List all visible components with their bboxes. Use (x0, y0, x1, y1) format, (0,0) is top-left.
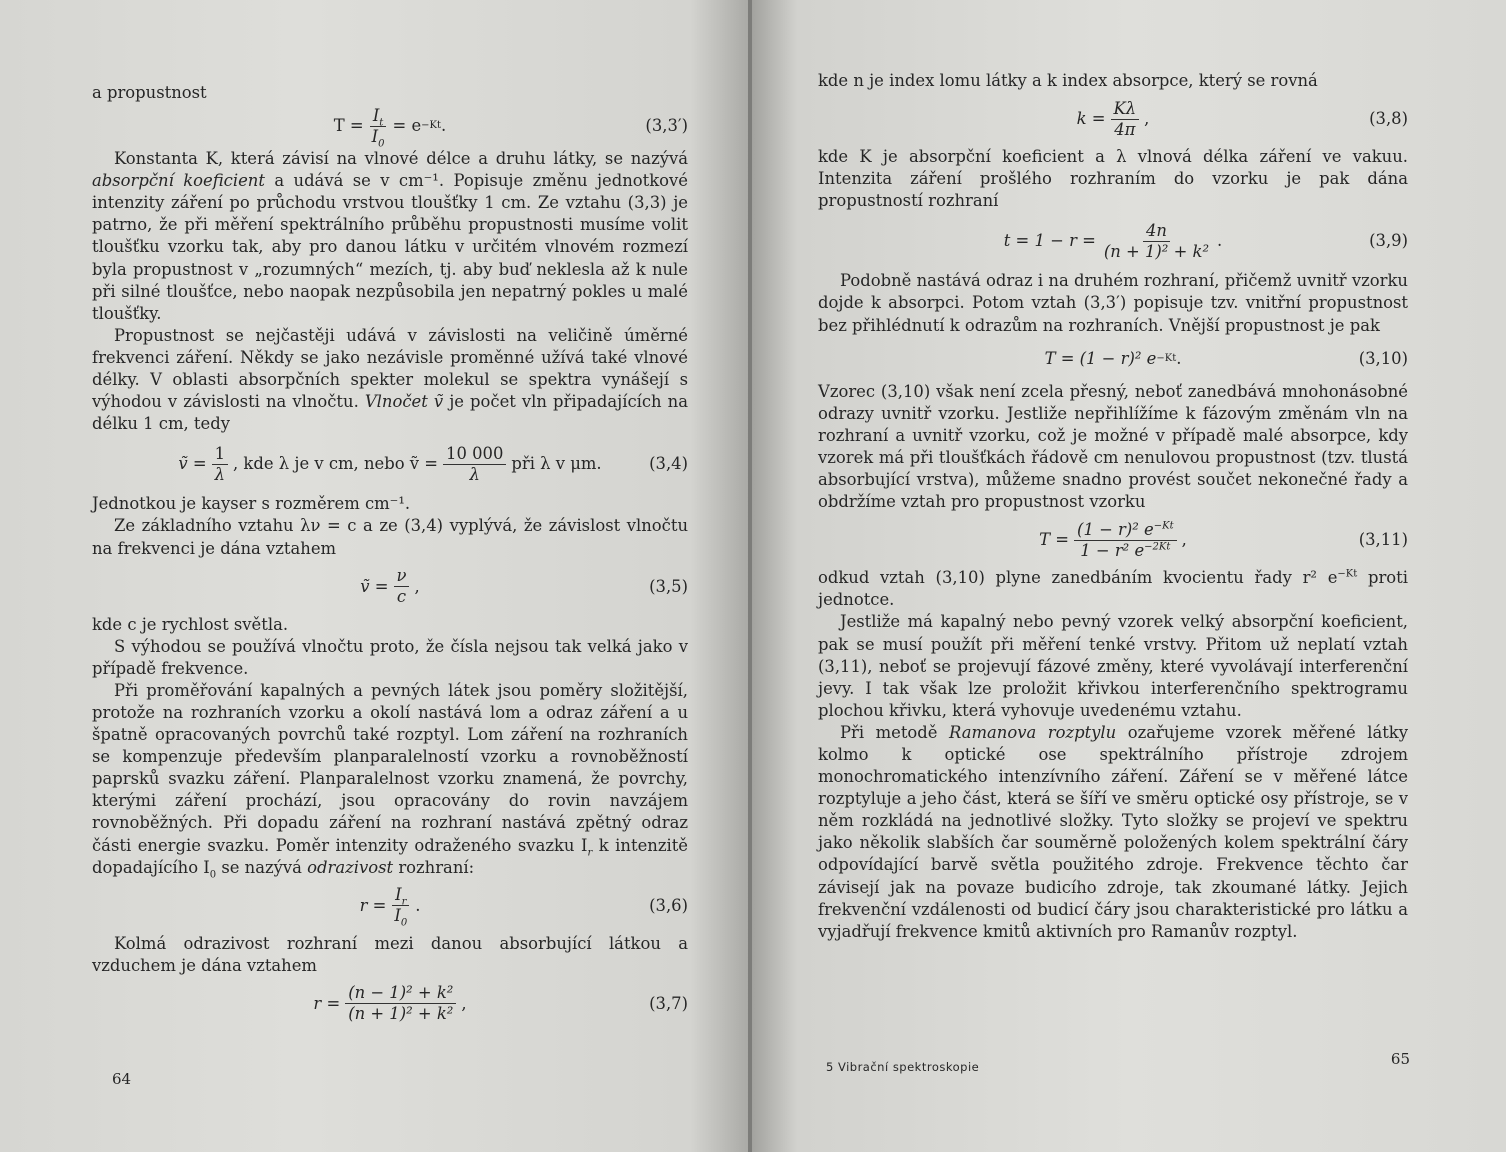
paragraph-normal-reflectivity: Kolmá odrazivost rozhraní mezi danou absorbující látkou a vzduchem je dána vztahem (92, 933, 688, 975)
left-page (0, 0, 750, 1152)
eq-den: 4π (1114, 119, 1136, 139)
eq-num-sub: r (401, 896, 407, 908)
equation-number: (3,7) (649, 993, 688, 1013)
eq-body: T = (1 − r)² e (1044, 348, 1157, 368)
text-run: Při proměřování kapalných a pevných látek jsou poměry složitější, protože na rozhraních vzorku a okolí nastává lom a odraz záření a u špatně opracovaných povrchů také rozptyl. Lom záření na rozhraních se kompenzuje především planparalelností vzorku a rovnoběžností paprsků svazku záření. Planparalelnost vzorku znamená, že povrchy, kterými záření prochází, jsou opracovány do rovin navzájem rovnoběžných. Při dopadu záření na rozhraní nastává zpětný odraz části energie svazku. Poměr intenzity odraženého svazku I (92, 680, 688, 855)
italic-term: odrazivost (307, 857, 394, 877)
intro-line: a propustnost (92, 83, 207, 102)
text-run: proti jednotce. (818, 568, 1408, 610)
equation-3-9 (818, 212, 1408, 270)
paragraph-liquids-solids (92, 680, 688, 879)
fraction (1101, 221, 1212, 262)
text-run: se nazývá (216, 857, 308, 877)
equation-3-3-prime: T = $\frac{I_t}{I_0}$ = e −Kt . (3,3′) (333, 105, 688, 149)
fraction (212, 444, 228, 485)
eq-den: λ (469, 464, 480, 484)
eq-den: I (371, 126, 379, 146)
eq-num: Kλ (1111, 99, 1140, 120)
equation-number: (3,6) (649, 895, 688, 915)
equation-3-6 (92, 879, 688, 933)
text-run: a udává se v cm⁻¹. Popisuje změnu jednotkové intenzity záření po průchodu vrstvou tloušťky 1 cm. Ze vztahu (3,3) je patrno, že při měření spektrálního průběhu propustnosti musíme volit tloušťku vzorku tak, aby pro danou látku v určitém vlnovém rozmezí byla propustnost v „rozumných“ mezích, tj. aby buď neklesla až k nule při silné tloušťce, nebo naopak nezpůsobila jen nepatrný pokles u malé tloušťky. (92, 171, 688, 323)
equation-number: (3,10) (1358, 348, 1408, 368)
eq-den-sub: 0 (400, 917, 408, 929)
eq-num: I (372, 105, 380, 125)
subscript: r (587, 846, 593, 858)
eq-den: c (396, 587, 407, 607)
paragraph-second-interface: Podobně nastává odraz i na druhém rozhraní, přičemž uvnitř vzorku dojde k absorpci. Potom vztah (3,3′) popisuje tzv. vnitřní propustnost bez přihlédnutí k odrazům na rozhraních. Vnější propustnost je pak (818, 271, 1408, 335)
text-run: ozařujeme vzorek měřené látky kolmo k optické ose spektrálního přístroje zdrojem monochromatického intenzívního záření. Záření se v měřené látce rozptyluje a jeho část, která se šíří ve směru optické osy přístroje, se v něm rozkládá na jednotlivé složky. Tyto složky se projeví ve spektru jako několik slabších čar souměrně položených kolem spektrální čáry odpovídající barvě světla použitého zdroje. Frekvence těchto čar závisejí jak na povaze budicího zdroje, tak zkoumané látky. Jejich frekvenční vzdálenosti od budicí čáry jsou charakteristické pro látku a vyjadřují frekvence kmitů aktivních pro Ramanův rozptyl. (818, 722, 1408, 941)
equation-number: (3,11) (1358, 530, 1408, 550)
paragraph-multiple-reflections: Vzorec (3,10) však není zcela přesný, neboť zanedbává mnohonásobné odrazy uvnitř vzorku. Jestliže nepřihlížíme k fázovým změnám vln na rozhraní a uvnitř vzorku, což je možné v případě malé absorpce, kdy vzorek má při tloušťkách řádově cm nenulovou propustnost (tzv. tlustá absorbující vrstva), můžeme snadno provést součet nekonečné řady a obdržíme vztah pro propustnost vzorku (818, 381, 1408, 512)
paragraph-advantage: S výhodou se používá vlnočtu proto, že čísla nejsou tak velká jako v případě frekvence. (92, 636, 688, 678)
eq-den-sub: 0 (378, 137, 385, 149)
text-run: Konstanta K, která závisí na vlnové délce a druhu látky, se nazývá (114, 149, 688, 169)
eq-tail: . (1217, 231, 1223, 251)
eq-lhs: t = 1 − r = (1003, 231, 1096, 251)
eq-den: λ (214, 464, 225, 484)
superscript: −Kt (1337, 568, 1358, 580)
eq-lhs: ṽ = (178, 454, 207, 474)
text-run: k intenzitě dopadajícího I (92, 835, 688, 877)
eq-lhs: r = (359, 895, 387, 915)
eq-den: I (394, 906, 401, 926)
page-number-right: 65 (1390, 1050, 1410, 1068)
subscript: 0 (209, 868, 217, 880)
eq-lhs: r = (313, 993, 341, 1013)
eq-tail: , (1181, 530, 1187, 550)
eq-den-exp: −2Kt (1144, 541, 1171, 553)
chapter-footer: 5 Vibrační spektroskopie (826, 1060, 980, 1074)
fraction (391, 885, 410, 929)
text-run: Propustnost se nejčastěji udává v závislosti na veličině úměrné frekvenci záření. Někdy se jako nezávisle proměnné užívá také vlnové délky. V oblasti absorpčních spekter molekul se spektra vynášejí s výhodou v závislosti na vlnočtu. (92, 325, 688, 412)
fraction (443, 444, 506, 485)
italic-term: Vlnočet ṽ (364, 392, 444, 412)
text-run: rozhraní: (393, 857, 475, 877)
eq-tail: při λ v μm. (511, 454, 602, 474)
paragraph-absorption-coefficient (92, 148, 688, 325)
equation-number: (3,9) (1369, 231, 1408, 251)
equation-3-4 (92, 435, 688, 493)
equation-number: (3,8) (1369, 109, 1408, 129)
eq-num: I (395, 885, 402, 905)
italic-term: Ramanova rozptylu (949, 722, 1117, 742)
paragraph-wavenumber (92, 325, 688, 435)
eq-num: 1 (212, 444, 228, 465)
eq-lhs: k = (1076, 109, 1106, 129)
paragraph-raman (818, 722, 1408, 943)
paragraph-speed-of-light: kde c je rychlost světla. (92, 614, 289, 634)
equation-3-7 (92, 977, 688, 1031)
paragraph-interface-transmittance: kde K je absorpční koeficient a λ vlnová délka záření ve vakuu. Intenzita záření prošlého rozhraním do vzorku je pak dána propustností rozhraní (818, 147, 1408, 211)
fraction (1111, 99, 1140, 140)
right-page (752, 0, 1506, 1152)
equation-3-10: T = (1 − r)² e −Kt . (3,10) (818, 337, 1408, 381)
equation-number: (3,5) (649, 576, 688, 596)
eq-mid: , kde λ je v cm, nebo ṽ = (233, 454, 439, 474)
eq-den: (n + 1)² + k² (348, 1004, 454, 1024)
page-number-left: 64 (112, 1070, 132, 1088)
eq-den: 1 − r² e (1080, 540, 1145, 560)
eq-den: (n + 1)² + k² (1103, 241, 1210, 261)
fraction (394, 566, 410, 607)
eq-num: 4n (1143, 221, 1170, 242)
fraction (369, 106, 388, 147)
eq-lhs: T = (1039, 530, 1070, 550)
eq-num: ν (394, 566, 410, 587)
equation-number: (3,4) (649, 454, 688, 474)
eq-num-exp: −Kt (1153, 520, 1174, 532)
paragraph-index: kde n je index lomu látky a k index absorpce, který se rovná (818, 71, 1318, 90)
eq-num-sub: t (379, 116, 384, 128)
text-run: odkud vztah (3,10) plyne zanedbáním kvocientu řady r² e (818, 568, 1338, 588)
paragraph-relation: Ze základního vztahu λν = c a ze (3,4) vyplývá, že závislost vlnočtu na frekvenci je dána vztahem (92, 516, 688, 558)
equation-3-11 (818, 513, 1408, 567)
paragraph-thin-layers: Jestliže má kapalný nebo pevný vzorek velký absorpční koeficient, pak se musí použít při měření tenké vrstvy. Přitom už neplatí vztah (3,11), neboť se projevují fázové změny, které vyvolávají interferenční jevy. I tak však lze proložit křivkou interferenčního spektrogramu plochou křivku, která vyhovuje uvedenému vztahu. (818, 612, 1408, 720)
equation-3-5 (92, 560, 688, 614)
text-run: Při metodě (840, 722, 949, 742)
eq-num: 10 000 (443, 444, 506, 465)
eq-tail: , (414, 576, 420, 596)
eq-rhs: = e (392, 116, 422, 136)
eq-lhs: ṽ = (360, 576, 389, 596)
eq-tail: , (461, 993, 467, 1013)
fraction (345, 983, 456, 1024)
fraction (1074, 520, 1177, 561)
text-run: je počet vln připadajících na délku 1 cm, tedy (92, 392, 688, 434)
paragraph-kayser: Jednotkou je kayser s rozměrem cm⁻¹. (92, 494, 411, 514)
eq-tail: . (1176, 348, 1182, 368)
eq-tail: , (1144, 109, 1150, 129)
paragraph-neglect-quotient (818, 567, 1408, 611)
italic-term: absorpční koeficient (92, 171, 265, 191)
eq-num: (n − 1)² + k² (345, 983, 456, 1004)
eq-lhs: T = (333, 116, 364, 136)
left-page-text (92, 82, 688, 1031)
eq-num: (1 − r)² e (1077, 519, 1154, 539)
equation-3-8 (818, 92, 1408, 146)
equation-number: (3,3′) (645, 116, 688, 136)
eq-tail: . (441, 116, 447, 136)
eq-tail: . (415, 895, 421, 915)
right-page-text (818, 70, 1408, 943)
